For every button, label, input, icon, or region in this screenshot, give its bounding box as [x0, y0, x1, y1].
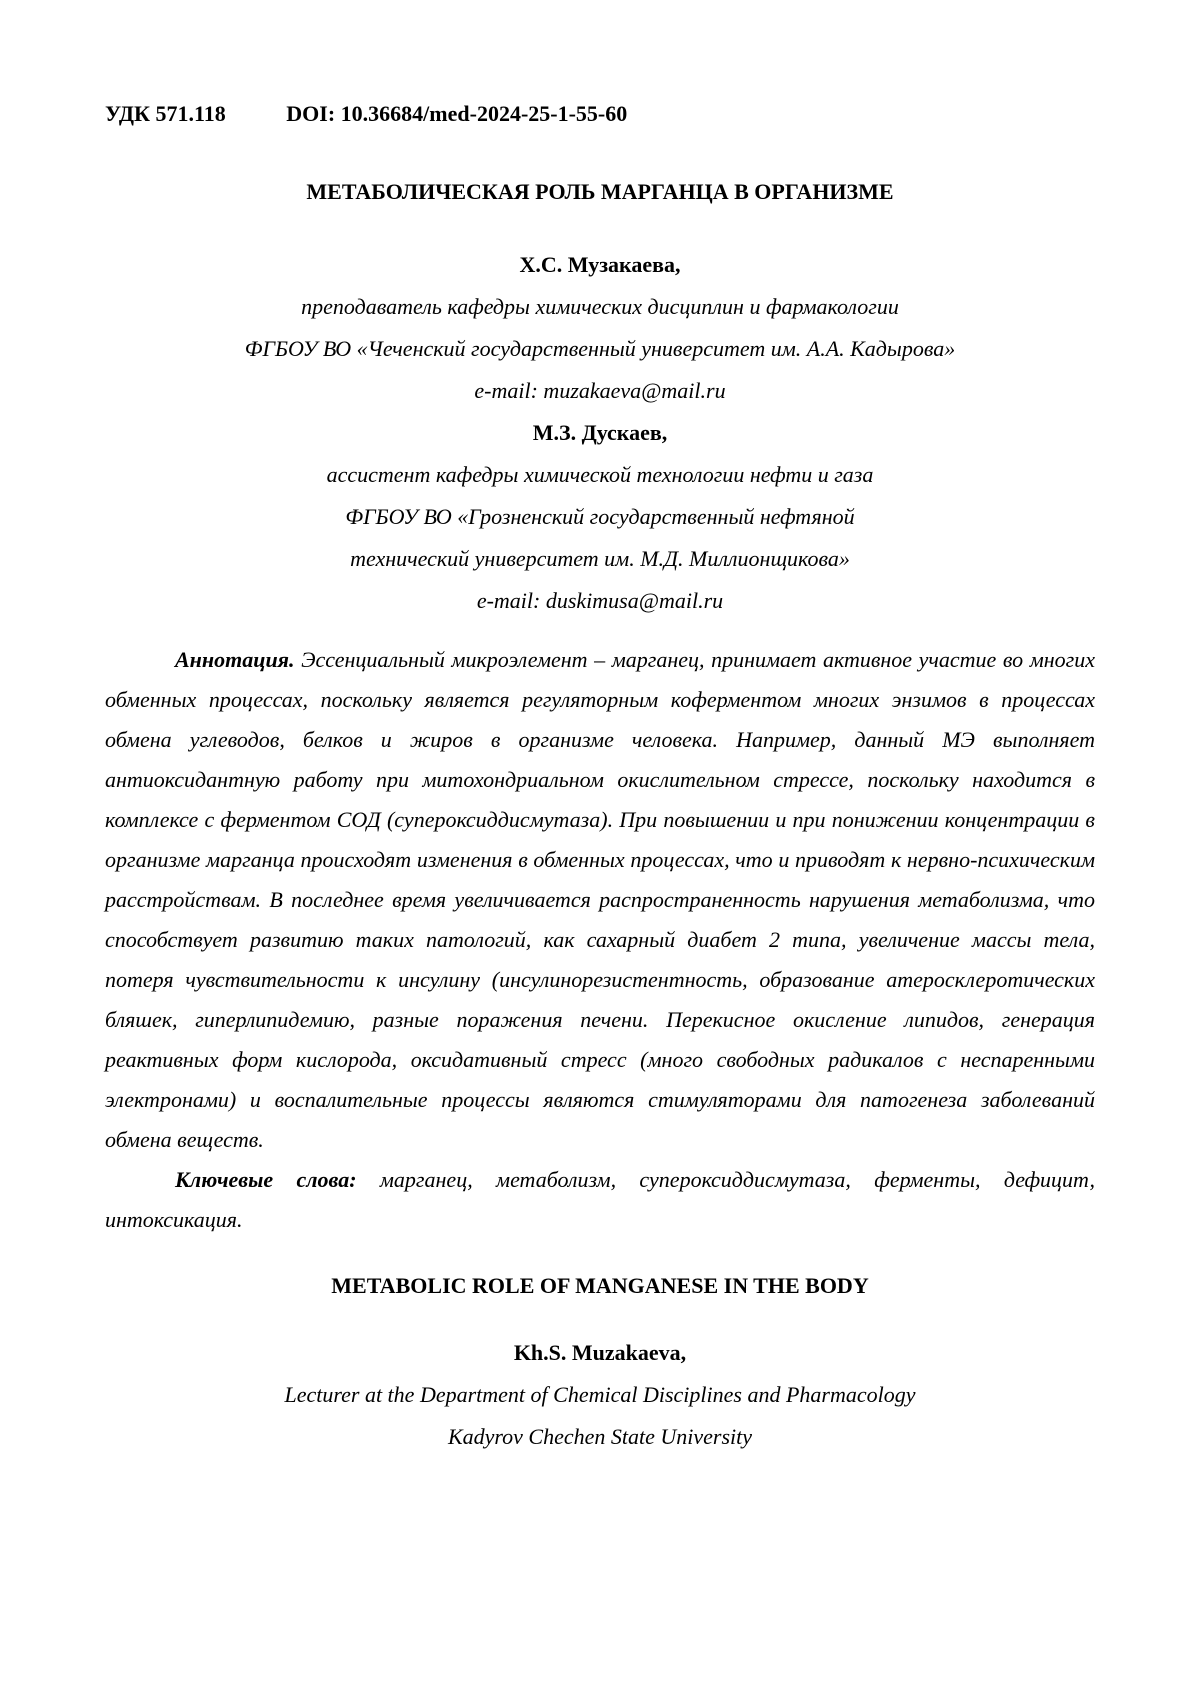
author-affiliation-line: ФГБОУ ВО «Чеченский государственный университет им. А.А. Кадырова» — [244, 336, 956, 361]
author-affiliation-line: Lecturer at the Department of Chemical Disciplines and Pharmacology — [284, 1382, 916, 1407]
author-affiliation-line: Kadyrov Chechen State University — [447, 1424, 753, 1449]
author-affiliation-line: технический университет им. М.Д. Миллионщикова» — [350, 546, 850, 571]
keywords-label: Ключевые слова: — [175, 1167, 357, 1192]
paper-title-ru: МЕТАБОЛИЧЕСКАЯ РОЛЬ МАРГАНЦА В ОРГАНИЗМЕ — [306, 179, 894, 204]
authors-block-en — [105, 1332, 1095, 1458]
author-name-ru-2: М.З. Дускаев, — [532, 420, 668, 445]
author-affiliation-line: преподаватель кафедры химических дисциплин и фармакологии — [301, 294, 899, 319]
author-name-ru-1: Х.С. Музакаева, — [519, 252, 681, 277]
author-email: e-mail: duskimusa@mail.ru — [476, 588, 724, 613]
abstract-paragraph — [105, 640, 1095, 1160]
paper-title-en: METABOLIC ROLE OF MANGANESE IN THE BODY — [331, 1273, 869, 1298]
udc-number: УДК 571.118 — [105, 101, 226, 126]
authors-block-ru — [105, 244, 1095, 622]
keywords-paragraph — [105, 1160, 1095, 1240]
doi-number: DOI: 10.36684/med-2024-25-1-55-60 — [286, 101, 628, 126]
abstract-text: Эссенциальный микроэлемент – марганец, принимает активное участие во многих обменных процессах, поскольку является регуляторным коферментом многих энзимов в процессах обмена углеводов, белков и жиров в организме человека. Например, данный МЭ выполняет антиоксидантную работу при митохондриальном окислительном стрессе, поскольку находится в комплексе с ферментом СОД (супероксиддисмутаза). При повышении и при понижении концентрации в организме марганца происходят изменения в обменных процессах, что и приводят к нервно-психическим расстройствам. В последнее время увеличивается распространенность нарушения метаболизма, что способствует развитию таких патологий, как сахарный диабет 2 типа, увеличение массы тела, потеря чувствительности к инсулину (инсулинорезистентность, образование атеросклеротических бляшек, гиперлипидемию, разные поражения печени. Перекисное окисление липидов, генерация реактивных форм кислорода, оксидативный стресс (много свободных радикалов с неспаренными электронами) и воспалительные процессы являются стимуляторами для патогенеза заболеваний обмена веществ. — [105, 647, 1096, 1152]
author-name-en-1: Kh.S. Muzakaeva, — [513, 1340, 687, 1365]
udc-doi-row — [105, 100, 1095, 128]
author-email: e-mail: muzakaeva@mail.ru — [474, 378, 726, 403]
keywords-text: марганец, метаболизм, супероксиддисмутаза, ферменты, дефицит, интоксикация. — [105, 1167, 1095, 1232]
author-affiliation-line: ФГБОУ ВО «Грозненский государственный нефтяной — [345, 504, 855, 529]
abstract-label: Аннотация. — [175, 647, 295, 672]
author-affiliation-line: ассистент кафедры химической технологии нефти и газа — [326, 462, 874, 487]
